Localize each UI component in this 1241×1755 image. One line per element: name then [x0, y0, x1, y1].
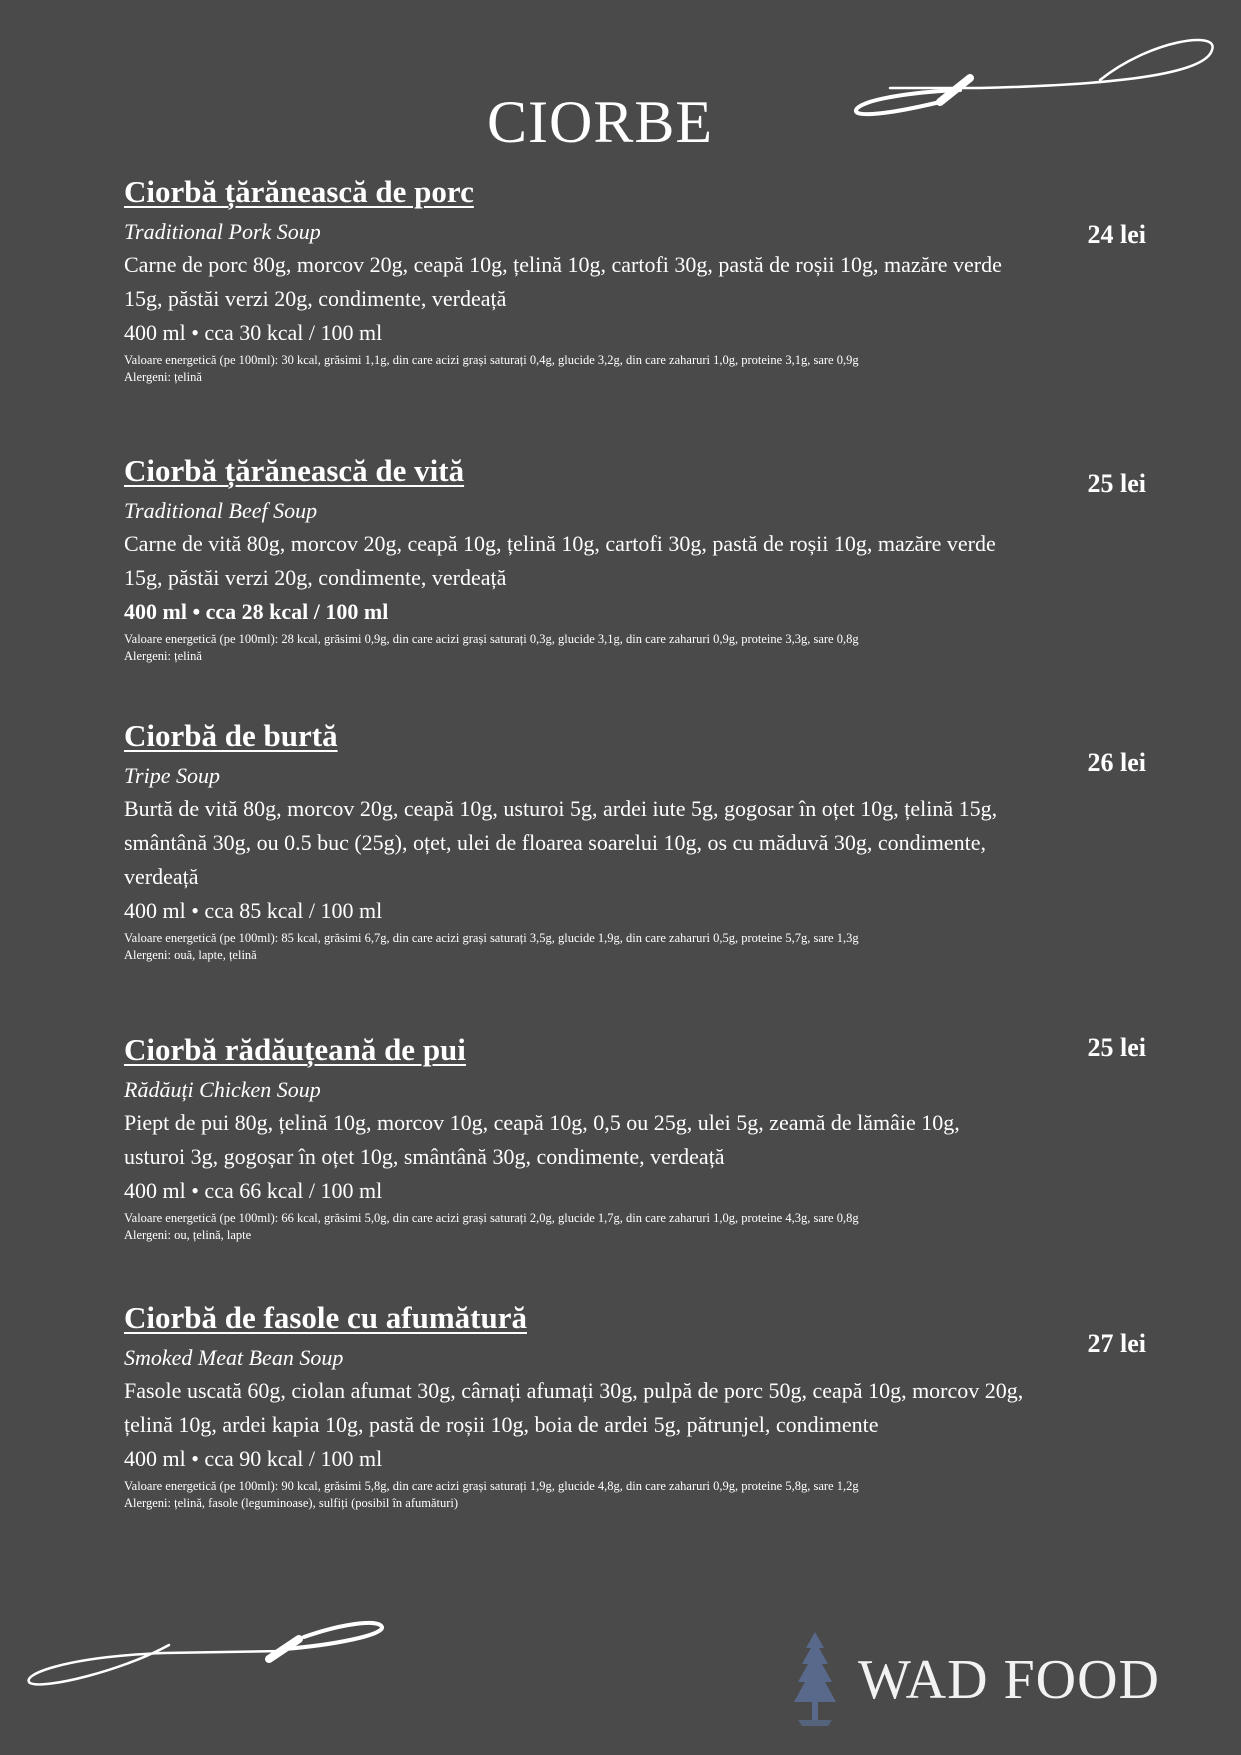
item-ingredients: Burtă de vită 80g, morcov 20g, ceapă 10g, usturoi 5g, ardei iute 5g, gogosar în oțet 10g, țelină 15g, smântână 30g, ou 0.5 buc (25g), oțet, ulei de floarea soarelui 10g, os cu măduvă 30g, condimente, verdeață: [124, 796, 998, 889]
menu-item: [124, 172, 1024, 386]
item-nutrition: Valoare energetică (pe 100ml): 90 kcal, grăsimi 5,8g, din care acizi grași saturați 1,9g, glucide 4,8g, din care zaharuri 0,9g, proteine 5,8g, sare 1,2g: [124, 1479, 859, 1493]
item-allergens: Alergeni: țelină: [124, 649, 202, 663]
item-price: 24 lei: [1087, 220, 1146, 249]
menu-item: [124, 451, 1024, 665]
item-ingredients: Fasole uscată 60g, ciolan afumat 30g, cârnați afumați 30g, pulpă de porc 50g, ceapă 10g, morcov 20g, țelină 10g, ardei kapia 10g, pastă de roșii 10g, boia de ardei 5g, pătrunjel, condimente: [124, 1378, 1024, 1437]
item-volume: 400 ml • cca 85 kcal / 100 ml: [124, 898, 383, 923]
item-allergens: Alergeni: ouă, lapte, țelină: [124, 948, 257, 962]
item-volume: 400 ml • cca 30 kcal / 100 ml: [124, 320, 383, 345]
item-english-name: Traditional Beef Soup: [124, 498, 318, 523]
item-ingredients: Carne de porc 80g, morcov 20g, ceapă 10g, țelină 10g, cartofi 30g, pastă de roșii 10g, mazăre verde 15g, păstăi verzi 20g, condimente, verdeață: [124, 252, 1002, 311]
brand-logo: [788, 1628, 1188, 1728]
brand-name: WAD FOOD: [858, 1649, 1160, 1711]
item-volume: 400 ml • cca 90 kcal / 100 ml: [124, 1446, 383, 1471]
item-price: 27 lei: [1087, 1329, 1146, 1358]
item-volume: 400 ml • cca 28 kcal / 100 ml: [124, 599, 389, 624]
item-name: Ciorbă rădăuțeană de pui: [124, 1032, 466, 1067]
item-ingredients: Carne de vită 80g, morcov 20g, ceapă 10g, țelină 10g, cartofi 30g, pastă de roșii 10g, mazăre verde 15g, păstăi verzi 20g, condimente, verdeață: [124, 531, 996, 590]
item-nutrition: Valoare energetică (pe 100ml): 66 kcal, grăsimi 5,0g, din care acizi grași saturați 2,0g, glucide 1,7g, din care zaharuri 1,0g, proteine 4,3g, sare 0,8g: [124, 1211, 859, 1225]
item-english-name: Rădăuți Chicken Soup: [124, 1077, 321, 1102]
item-nutrition: Valoare energetică (pe 100ml): 28 kcal, grăsimi 0,9g, din care acizi grași saturați 0,3g, glucide 3,1g, din care zaharuri 0,9g, proteine 3,3g, sare 0,8g: [124, 632, 859, 646]
item-nutrition: Valoare energetică (pe 100ml): 30 kcal, grăsimi 1,1g, din care acizi grași saturați 0,4g, glucide 3,2g, din care zaharuri 1,0g, proteine 3,1g, sare 0,9g: [124, 353, 859, 367]
item-english-name: Smoked Meat Bean Soup: [124, 1345, 344, 1370]
menu-item: [124, 1030, 1024, 1244]
item-price: 25 lei: [1087, 1033, 1146, 1062]
item-name: Ciorbă țărănească de porc: [124, 174, 474, 209]
item-name: Ciorbă de fasole cu afumătură: [124, 1300, 527, 1335]
decorative-swash-bottom-icon: [24, 1615, 394, 1715]
item-english-name: Tripe Soup: [124, 763, 220, 788]
item-price: 26 lei: [1087, 748, 1146, 777]
item-volume: 400 ml • cca 66 kcal / 100 ml: [124, 1178, 383, 1203]
item-allergens: Alergeni: țelină, fasole (leguminoase), sulfiți (posibil în afumături): [124, 1496, 459, 1510]
page-title: CIORBE: [486, 89, 714, 155]
item-allergens: Alergeni: țelină: [124, 370, 202, 384]
item-ingredients: Piept de pui 80g, țelină 10g, morcov 10g, ceapă 10g, 0,5 ou 25g, ulei 5g, zeamă de lămâie 10g, usturoi 3g, gogoșar în oțet 10g, smântână 30g, condimente, verdeață: [124, 1110, 960, 1169]
item-allergens: Alergeni: ou, țelină, lapte: [124, 1228, 252, 1242]
item-name: Ciorbă țărănească de vită: [124, 453, 465, 488]
tree-logo-icon: [788, 1628, 842, 1728]
item-price: 25 lei: [1087, 469, 1146, 498]
item-english-name: Traditional Pork Soup: [124, 219, 321, 244]
item-nutrition: Valoare energetică (pe 100ml): 85 kcal, grăsimi 6,7g, din care acizi grași saturați 3,5g, glucide 1,9g, din care zaharuri 0,5g, proteine 5,7g, sare 1,3g: [124, 931, 859, 945]
menu-item: [124, 1298, 1024, 1512]
item-name: Ciorbă de burtă: [124, 718, 338, 753]
menu-item: [124, 716, 1024, 964]
